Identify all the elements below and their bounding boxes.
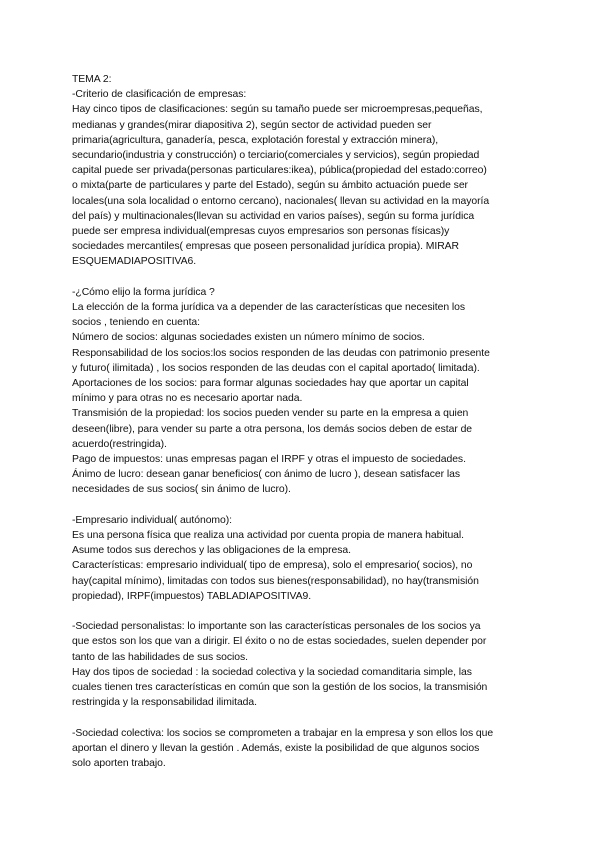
text-line: acuerdo(restringida). xyxy=(72,438,167,450)
text-line: que estos son los que van a dirigir. El éxito o no de estas sociedades, suelen depender por xyxy=(72,636,487,648)
subsection-heading: -Sociedad personalistas: lo importante son las características personales de los socios ya xyxy=(72,621,481,633)
text-line: Hay dos tipos de sociedad : la sociedad colectiva y la sociedad comanditaria simple, las xyxy=(72,666,472,678)
paragraph-spacer xyxy=(72,710,532,725)
text-line: mínimo y para otras no es necesario aportar nada. xyxy=(72,393,303,405)
text-line: Aportaciones de los socios: para formar algunas sociedades hay que aportar un capital xyxy=(72,378,469,390)
paragraph-forma-juridica xyxy=(72,285,532,498)
text-line: solo aporten trabajo. xyxy=(72,758,166,770)
paragraph-empresario-individual xyxy=(72,513,532,604)
text-line: sociedades mercantiles( empresas que poseen personalidad jurídica propia). MIRAR xyxy=(72,241,460,253)
subsection-heading: -Sociedad colectiva: los socios se comprometen a trabajar en la empresa y son ellos los que xyxy=(72,727,494,739)
text-line: Es una persona física que realiza una actividad por cuenta propia de manera habitual. xyxy=(72,530,465,542)
text-line: socios , teniendo en cuenta: xyxy=(72,317,200,329)
paragraph-spacer xyxy=(72,604,532,619)
text-line: secundario(industria y construcción) o terciario(comerciales y servicios), según propiedad xyxy=(72,150,480,162)
text-line: necesidades de sus socios( sin ánimo de lucro). xyxy=(72,484,291,496)
text-line: tanto de las habilidades de sus socios. xyxy=(72,651,248,663)
text-line: aportan el dinero y llevan la gestión . Además, existe la posibilidad de que algunos socios xyxy=(72,742,480,754)
text-line: La elección de la forma jurídica va a depender de las características que necesiten los xyxy=(72,302,466,314)
text-line: o mixta(parte de particulares y parte del Estado), según su ámbito actuación puede ser xyxy=(72,180,468,192)
text-line: del país) y multinacionales(llevan su actividad en varios países), según su forma jurídica xyxy=(72,210,475,222)
text-line: locales(una sola localidad o entorno cercano), nacionales( llevan su actividad en la mayoría xyxy=(72,195,490,207)
text-line: Número de socios: algunas sociedades existen un número mínimo de socios. xyxy=(72,332,425,344)
text-line: primaria(agricultura, ganadería, pesca, explotación forestal y extracción minera), xyxy=(72,134,439,146)
text-line: Transmisión de la propiedad: los socios pueden vender su parte en la empresa a quien xyxy=(72,408,469,420)
paragraph-spacer xyxy=(72,498,532,513)
text-line: medianas y grandes(mirar diapositiva 2), según sector de actividad pueden ser xyxy=(72,119,432,131)
text-line: hay(capital mínimo), limitadas con todos sus bienes(responsabilidad), no hay(transmisión xyxy=(72,575,479,587)
text-line: cuales tienen tres características en común que son la gestión de los socios, la transmisión xyxy=(72,682,488,694)
text-line: Ánimo de lucro: desean ganar beneficios( con ánimo de lucro ), desean satisfacer las xyxy=(72,469,460,481)
paragraph-sociedad-colectiva xyxy=(72,726,532,772)
text-line: y futuro( ilimitada) , los socios responden de las deudas con el capital aportado( limitada). xyxy=(72,362,480,374)
text-line: deseen(libre), para vender su parte a otra persona, los demás socios deben de estar de xyxy=(72,423,473,435)
text-line: restringida y la responsabilidad ilimitada. xyxy=(72,697,257,709)
paragraph-spacer xyxy=(72,270,532,285)
text-line: Pago de impuestos: unas empresas pagan el IRPF y otras el impuesto de sociedades. xyxy=(72,454,466,466)
subsection-heading: -Criterio de clasificación de empresas: xyxy=(72,89,247,101)
subsection-heading: -¿Cómo elijo la forma jurídica ? xyxy=(72,286,215,298)
text-line: Asume todos sus derechos y las obligaciones de la empresa. xyxy=(72,545,351,557)
subsection-heading: -Empresario individual( autónomo): xyxy=(72,514,233,526)
text-line: ESQUEMADIAPOSITIVA6. xyxy=(72,256,197,268)
document-page xyxy=(72,72,532,771)
text-line: Hay cinco tipos de clasificaciones: según su tamaño puede ser microempresas,pequeñas, xyxy=(72,104,483,116)
text-line: puede ser empresa individual(empresas cuyos empresarios son personas físicas)y xyxy=(72,226,450,238)
paragraph-tema-2 xyxy=(72,72,532,270)
paragraph-sociedad-personalistas xyxy=(72,619,532,710)
text-line: Responsabilidad de los socios:los socios responden de las deudas con patrimonio presente xyxy=(72,347,490,359)
text-line: propiedad), IRPF(impuestos) TABLADIAPOSITIVA9. xyxy=(72,590,312,602)
text-line: Características: empresario individual( tipo de empresa), solo el empresario( socios), no xyxy=(72,560,473,572)
section-heading: TEMA 2: xyxy=(72,74,112,85)
text-line: capital puede ser privada(personas particulares:ikea), pública(propiedad del estado:correo) xyxy=(72,165,487,177)
